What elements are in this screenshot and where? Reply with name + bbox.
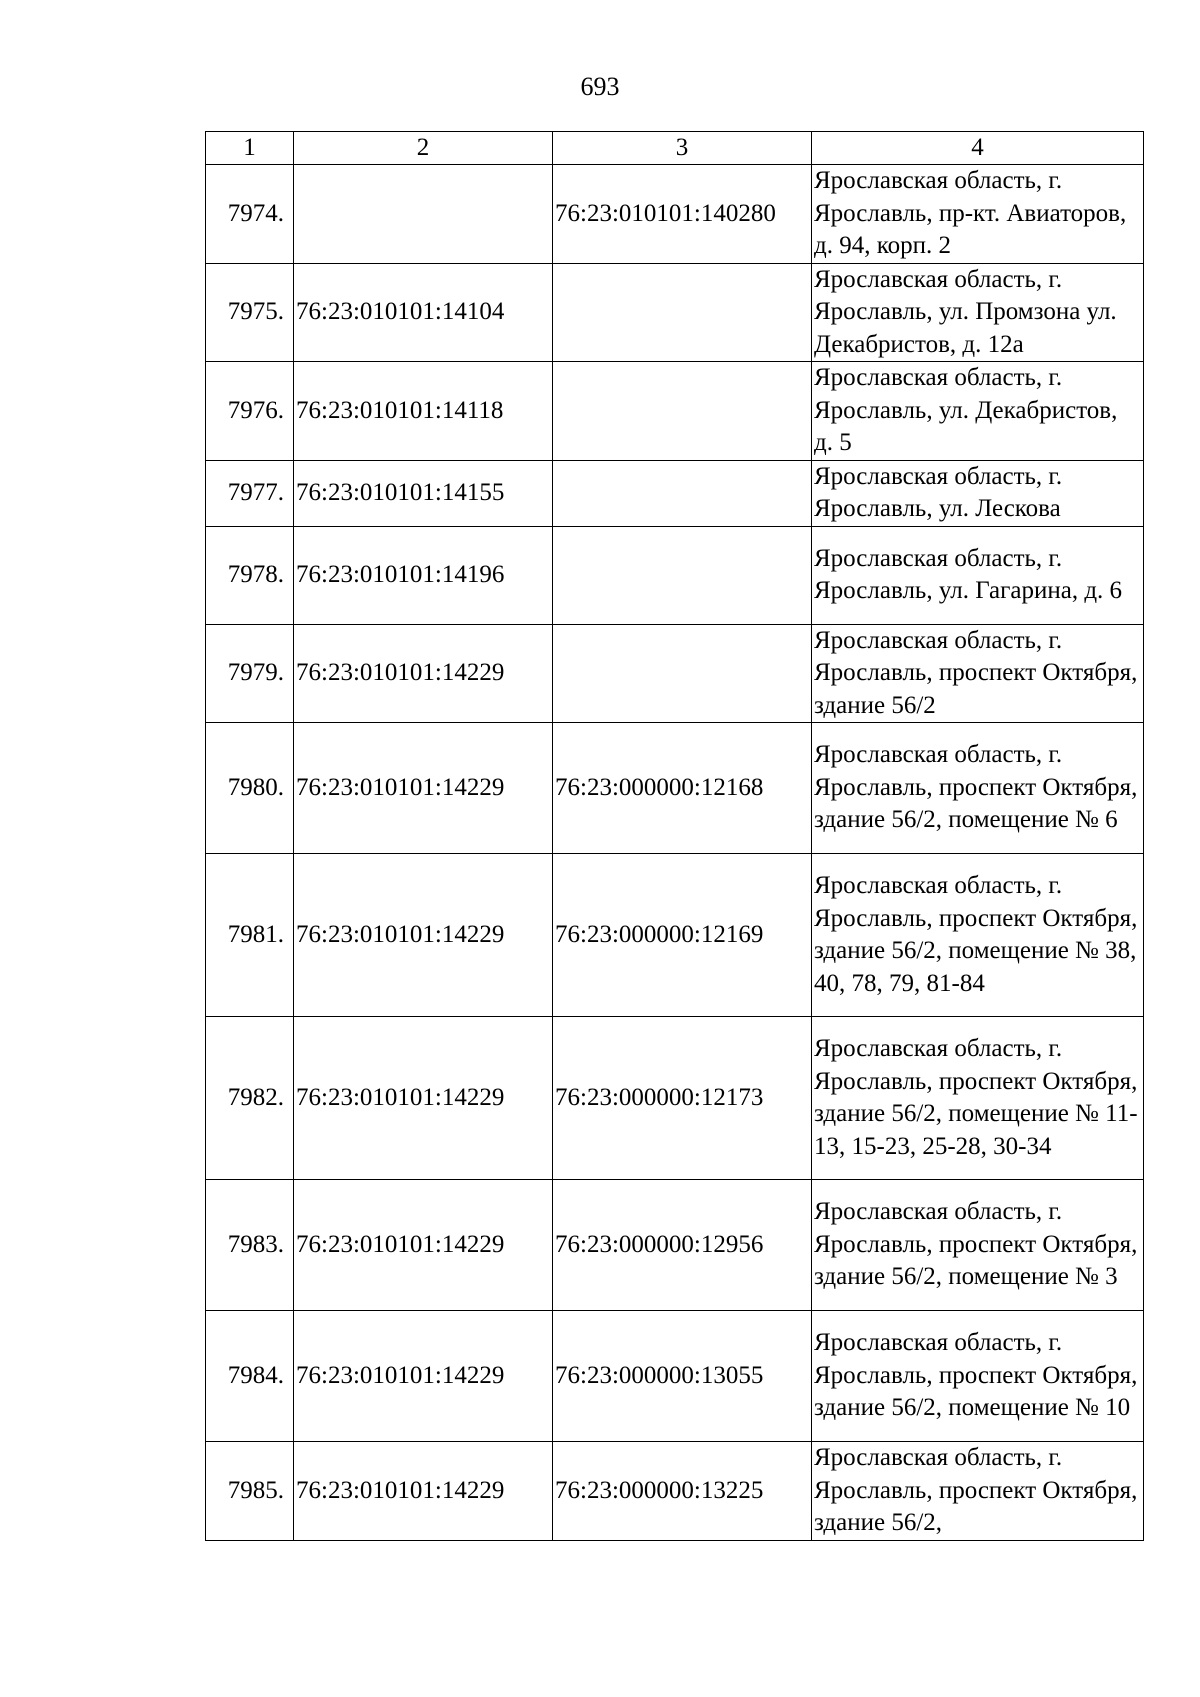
cadastral-number-land: 76:23:010101:14229 — [294, 1180, 553, 1311]
address: Ярославская область, г. Ярославль, ул. Декабристов, д. 5 — [812, 362, 1144, 461]
row-number: 7975. — [206, 263, 294, 362]
header-cell-1: 1 — [206, 132, 294, 165]
cadastral-number-object: 76:23:000000:12169 — [553, 854, 812, 1017]
cadastral-number-object — [553, 362, 812, 461]
address: Ярославская область, г. Ярославль, ул. Гагарина, д. 6 — [812, 526, 1144, 624]
cadastral-number-land: 76:23:010101:14229 — [294, 624, 553, 723]
cadastral-number-land: 76:23:010101:14118 — [294, 362, 553, 461]
address: Ярославская область, г. Ярославль, проспект Октября, здание 56/2, помещение № 11-13, 15-23, 25-28, 30-34 — [812, 1017, 1144, 1180]
cadastral-number-object: 76:23:000000:13055 — [553, 1311, 812, 1442]
table-row — [206, 460, 1144, 526]
row-number: 7978. — [206, 526, 294, 624]
row-number: 7980. — [206, 723, 294, 854]
address: Ярославская область, г. Ярославль, проспект Октября, здание 56/2, помещение № 3 — [812, 1180, 1144, 1311]
cadastral-number-land: 76:23:010101:14229 — [294, 1017, 553, 1180]
row-number: 7983. — [206, 1180, 294, 1311]
table-row — [206, 854, 1144, 1017]
table-row — [206, 165, 1144, 264]
cadastral-number-object — [553, 624, 812, 723]
row-number: 7979. — [206, 624, 294, 723]
cadastral-number-land: 76:23:010101:14229 — [294, 1442, 553, 1541]
table-row — [206, 1180, 1144, 1311]
cadastral-number-object: 76:23:000000:12956 — [553, 1180, 812, 1311]
table-row — [206, 624, 1144, 723]
address: Ярославская область, г. Ярославль, проспект Октября, здание 56/2, помещение № 6 — [812, 723, 1144, 854]
cadastral-number-land: 76:23:010101:14155 — [294, 460, 553, 526]
table-row — [206, 526, 1144, 624]
table-row — [206, 263, 1144, 362]
cadastral-number-object: 76:23:000000:12173 — [553, 1017, 812, 1180]
cadastral-number-object — [553, 526, 812, 624]
table-row — [206, 723, 1144, 854]
cadastral-number-object — [553, 460, 812, 526]
cadastral-number-land: 76:23:010101:14196 — [294, 526, 553, 624]
row-number: 7984. — [206, 1311, 294, 1442]
cadastral-number-land: 76:23:010101:14104 — [294, 263, 553, 362]
header-cell-3: 3 — [553, 132, 812, 165]
address: Ярославская область, г. Ярославль, пр-кт. Авиаторов, д. 94, корп. 2 — [812, 165, 1144, 264]
address: Ярославская область, г. Ярославль, проспект Октября, здание 56/2, — [812, 1442, 1144, 1541]
cadastral-number-object — [553, 263, 812, 362]
cadastral-number-land: 76:23:010101:14229 — [294, 854, 553, 1017]
cadastral-number-object: 76:23:000000:12168 — [553, 723, 812, 854]
row-number: 7981. — [206, 854, 294, 1017]
address: Ярославская область, г. Ярославль, ул. Лескова — [812, 460, 1144, 526]
cadastral-number-land — [294, 165, 553, 264]
row-number: 7985. — [206, 1442, 294, 1541]
address: Ярославская область, г. Ярославль, проспект Октября, здание 56/2 — [812, 624, 1144, 723]
address: Ярославская область, г. Ярославль, ул. Промзона ул. Декабристов, д. 12а — [812, 263, 1144, 362]
registry-table — [205, 131, 1144, 1541]
cadastral-number-object: 76:23:000000:13225 — [553, 1442, 812, 1541]
row-number: 7977. — [206, 460, 294, 526]
header-cell-2: 2 — [294, 132, 553, 165]
table-row — [206, 1017, 1144, 1180]
table-row — [206, 1442, 1144, 1541]
cadastral-number-object: 76:23:010101:140280 — [553, 165, 812, 264]
address: Ярославская область, г. Ярославль, проспект Октября, здание 56/2, помещение № 10 — [812, 1311, 1144, 1442]
cadastral-number-land: 76:23:010101:14229 — [294, 1311, 553, 1442]
page-number: 693 — [580, 72, 620, 101]
address: Ярославская область, г. Ярославль, проспект Октября, здание 56/2, помещение № 38, 40, 78, 79, 81-84 — [812, 854, 1144, 1017]
table-header-row — [206, 132, 1144, 165]
cadastral-number-land: 76:23:010101:14229 — [294, 723, 553, 854]
header-cell-4: 4 — [812, 132, 1144, 165]
row-number: 7974. — [206, 165, 294, 264]
row-number: 7976. — [206, 362, 294, 461]
row-number: 7982. — [206, 1017, 294, 1180]
table-row — [206, 1311, 1144, 1442]
table-row — [206, 362, 1144, 461]
